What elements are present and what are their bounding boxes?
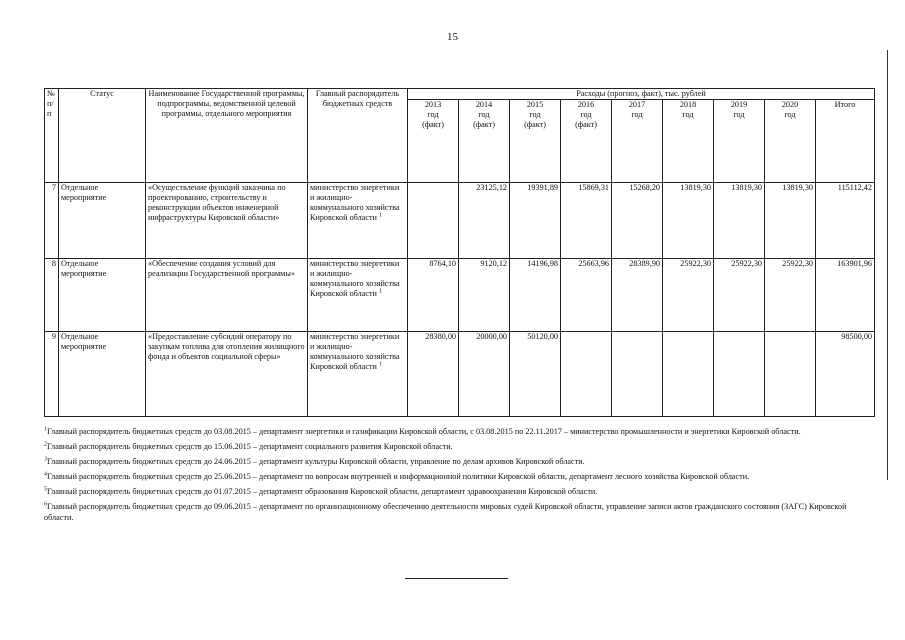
footnote-ref: 1 <box>378 212 382 219</box>
page-number: 15 <box>447 31 458 43</box>
footnote-mark: 3 <box>44 456 47 463</box>
footnote <box>44 501 854 523</box>
year-label: 2014 <box>475 100 493 109</box>
value-cell: 28389,90 <box>612 259 663 332</box>
value-cell: 19391,89 <box>510 183 561 259</box>
row-status: Отдельное мероприятие <box>59 183 146 259</box>
header-year <box>459 100 510 183</box>
footnote-mark: 2 <box>44 441 47 448</box>
year-label: 2015 <box>526 100 544 109</box>
header-year <box>663 100 714 183</box>
value-cell <box>663 332 714 417</box>
value-cell <box>612 332 663 417</box>
manager-text: министерство энергетики и жилищно-коммунального хозяйства Кировской области <box>310 332 400 371</box>
closing-rule <box>405 578 508 579</box>
total-cell: 163901,96 <box>816 259 875 332</box>
header-year <box>765 100 816 183</box>
footnote-text: Главный распорядитель бюджетных средств до 15.06.2015 – департамент социального развития Кировской области. <box>47 442 453 451</box>
footnote <box>44 456 854 467</box>
year-label: 2020 <box>781 100 799 109</box>
row-status: Отдельное мероприятие <box>59 259 146 332</box>
value-cell: 13819,30 <box>714 183 765 259</box>
year-note: (факт) <box>575 120 597 129</box>
value-cell <box>561 332 612 417</box>
footnote <box>44 471 854 482</box>
year-label: 2016 <box>577 100 595 109</box>
table-row <box>45 259 875 332</box>
year-note: (факт) <box>473 120 495 129</box>
value-cell: 14196,98 <box>510 259 561 332</box>
row-name: «Предоставление субсидий оператору по закупкам топлива для отопления жилищного фонда и объектов социальной сферы» <box>146 332 308 417</box>
margin-rule <box>887 50 888 480</box>
year-label: 2018 <box>679 100 697 109</box>
value-cell: 25922,30 <box>765 259 816 332</box>
row-name: «Обеспечение создания условий для реализации Государственной программы» <box>146 259 308 332</box>
value-cell: 28380,00 <box>408 332 459 417</box>
footnote-text: Главный распорядитель бюджетных средств до 01.07.2015 – департамент образования Кировской области, департамент здравоохранения Кировской области. <box>47 487 598 496</box>
row-name: «Осуществление функций заказчика по проектированию, строительству и реконструкции объектов инженерной инфраструктуры Кировской области» <box>146 183 308 259</box>
footnote <box>44 426 854 437</box>
header-manager: Главный распорядитель бюджетных средств <box>308 89 408 183</box>
value-cell: 25922,30 <box>663 259 714 332</box>
value-cell: 15268,20 <box>612 183 663 259</box>
year-label: 2017 <box>628 100 646 109</box>
footnote-text: Главный распорядитель бюджетных средств до 09.06.2015 – департамент по организационному обеспечению деятельности мировых судей Кировской области, управление записи актов гражданского состояния (ЗАГС) Кировской области. <box>44 502 847 522</box>
value-cell <box>765 332 816 417</box>
footnote <box>44 486 854 497</box>
year-unit: год <box>631 110 643 119</box>
value-cell: 25922,30 <box>714 259 765 332</box>
header-total: Итого <box>816 100 875 183</box>
header-year <box>408 100 459 183</box>
year-unit: год <box>427 110 439 119</box>
row-manager <box>308 183 408 259</box>
row-num: 9 <box>45 332 59 417</box>
value-cell: 50120,00 <box>510 332 561 417</box>
value-cell: 13819,30 <box>663 183 714 259</box>
footnote-text: Главный распорядитель бюджетных средств до 03.08.2015 – департамент энергетики и газификации Кировской области, с 03.08.2015 по 22.11.2017 – министерство промышленности и энергетики Кировской области. <box>47 427 801 436</box>
value-cell <box>408 183 459 259</box>
year-label: 2013 <box>424 100 442 109</box>
table-row <box>45 183 875 259</box>
year-unit: год <box>478 110 490 119</box>
header-status: Статус <box>59 89 146 183</box>
row-status: Отдельное мероприятие <box>59 332 146 417</box>
footnote-mark: 6 <box>44 501 47 508</box>
row-manager <box>308 332 408 417</box>
footnote-ref: 1 <box>378 288 382 295</box>
footnote-mark: 1 <box>44 426 47 433</box>
row-manager <box>308 259 408 332</box>
table-row <box>45 332 875 417</box>
header-name: Наименование Государственной программы, подпрограммы, ведомственной целевой программы, отдельного мероприятия <box>146 89 308 183</box>
year-unit: год <box>733 110 745 119</box>
budget-table <box>44 88 875 417</box>
value-cell: 20000,00 <box>459 332 510 417</box>
footnote-text: Главный распорядитель бюджетных средств до 25.06.2015 – департамент по вопросам внутренней и информационной политики Кировской области, департамент лесного хозяйства Кировской области. <box>47 472 750 481</box>
footnote-mark: 5 <box>44 486 47 493</box>
header-year <box>510 100 561 183</box>
header-num: № п/п <box>45 89 59 183</box>
header-year <box>561 100 612 183</box>
value-cell: 23125,12 <box>459 183 510 259</box>
footnotes <box>44 426 854 527</box>
manager-text: министерство энергетики и жилищно-коммунального хозяйства Кировской области <box>310 183 400 222</box>
header-expenses: Расходы (прогноз, факт), тыс. рублей <box>408 89 875 100</box>
year-unit: год <box>682 110 694 119</box>
row-num: 8 <box>45 259 59 332</box>
year-note: (факт) <box>524 120 546 129</box>
header-year <box>714 100 765 183</box>
header-year <box>612 100 663 183</box>
footnote-ref: 1 <box>378 361 382 368</box>
header-row <box>45 89 875 100</box>
value-cell <box>714 332 765 417</box>
value-cell: 9120,12 <box>459 259 510 332</box>
value-cell: 8764,10 <box>408 259 459 332</box>
footnote-text: Главный распорядитель бюджетных средств до 24.06.2015 – департамент культуры Кировской области, управление по делам архивов Кировской области. <box>47 457 585 466</box>
row-num: 7 <box>45 183 59 259</box>
value-cell: 13819,30 <box>765 183 816 259</box>
year-label: 2019 <box>730 100 748 109</box>
total-cell: 98500,00 <box>816 332 875 417</box>
footnote-mark: 4 <box>44 471 47 478</box>
value-cell: 15869,31 <box>561 183 612 259</box>
value-cell: 25663,96 <box>561 259 612 332</box>
year-unit: год <box>529 110 541 119</box>
total-cell: 115112,42 <box>816 183 875 259</box>
footnote <box>44 441 854 452</box>
manager-text: министерство энергетики и жилищно-коммунального хозяйства Кировской области <box>310 259 400 298</box>
year-note: (факт) <box>422 120 444 129</box>
year-unit: год <box>580 110 592 119</box>
year-unit: год <box>784 110 796 119</box>
